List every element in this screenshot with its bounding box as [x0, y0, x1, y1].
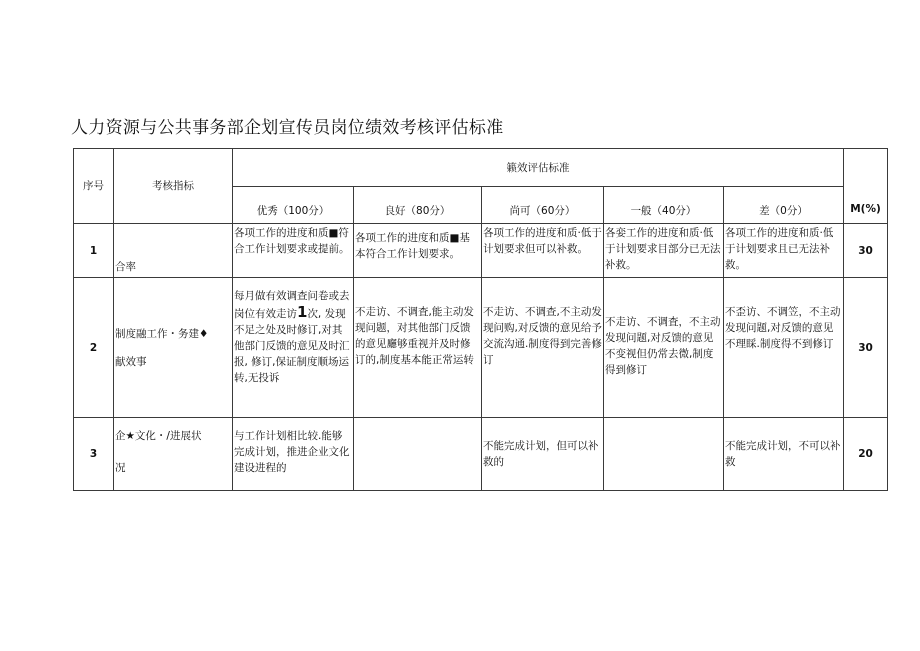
standard-cell: 与工作计划相比较.能够完成计划，推进企业文化建设进程的: [233, 418, 354, 491]
row-seq: 3: [74, 418, 114, 491]
indicator-line: 况: [115, 462, 126, 474]
grade-excellent: 优秀（100分）: [233, 187, 354, 224]
table-row: [74, 418, 888, 491]
row-indicator: [114, 418, 233, 491]
seq-header: 序号: [74, 149, 114, 224]
standard-cell: [604, 418, 724, 491]
grade-good: 良好（80分）: [354, 187, 482, 224]
row-weight: 20: [844, 418, 888, 491]
standard-header: 籁效评估标准: [233, 149, 844, 187]
indicator-line: 献效事: [115, 356, 147, 368]
standard-cell: 不走访、不调查,不主动发现问购,对反馈的意见给予交流沟通.制度得到完善修订: [482, 278, 604, 418]
indicator-line: 制度融工作・务建♦: [115, 328, 209, 340]
grade-fair: 尚可（60分）: [482, 187, 604, 224]
standard-cell: 不走访、不调査，不主动发现问题,对反馈的意见不变视但仍常去微,制度得到修订: [604, 278, 724, 418]
table-row: [74, 224, 888, 278]
row-weight: 30: [844, 224, 888, 278]
standard-cell: 各项工作的进度和质·低于计划要求但可以补救。: [482, 224, 604, 278]
standard-cell: 不能完成计划，不可以补救: [724, 418, 844, 491]
weight-header: M(%): [844, 149, 888, 224]
standard-cell: [354, 418, 482, 491]
standard-cell: 不走访、不调査,能主动发现问题，对其他部门反馈的意见廳够重视并及时修订的,制度基本能正常运转: [354, 278, 482, 418]
evaluation-table: [73, 148, 888, 491]
standard-cell: 各项工作的进度和质■符合工作计划要求或提前。: [233, 224, 354, 278]
row-seq: 2: [74, 278, 114, 418]
standard-digit: 1: [297, 303, 308, 321]
standard-text: 次, 发现不足之处及时修订,对其他部门反馈的意见及时汇报, 修订,保证制度顺场运转,无投诉: [234, 308, 350, 384]
row-indicator: 合率: [114, 224, 233, 278]
standard-cell: 各娈工作的进度和质·低于计划要求目部分已无法补救。: [604, 224, 724, 278]
grade-poor: 差（0分）: [724, 187, 844, 224]
page-title: 人力资源与公共事务部企划宣传员岗位绩效考核评估标准: [71, 118, 504, 138]
grade-average: 一般（40分）: [604, 187, 724, 224]
indicator-line: 企★文化・/进展状: [115, 430, 202, 442]
row-indicator: [114, 278, 233, 418]
header-row: [74, 149, 888, 187]
standard-cell: 各项工作的进度和质■基本符合工作计划要求。: [354, 224, 482, 278]
row-seq: 1: [74, 224, 114, 278]
table-row: [74, 278, 888, 418]
standard-text: 每月做有效调查问卷或去岗位有效走访: [234, 290, 350, 320]
standard-cell: 各项工作的进度和质·低于计划要求且已无法补救。: [724, 224, 844, 278]
standard-cell: [233, 278, 354, 418]
standard-cell: 不能完成计划，但可以补救的: [482, 418, 604, 491]
row-weight: 30: [844, 278, 888, 418]
standard-cell: 不歪访、不调笠，不主动发现问题,对反馈的意见不理睬.制度得不到修订: [724, 278, 844, 418]
indicator-header: 考核指标: [114, 149, 233, 224]
